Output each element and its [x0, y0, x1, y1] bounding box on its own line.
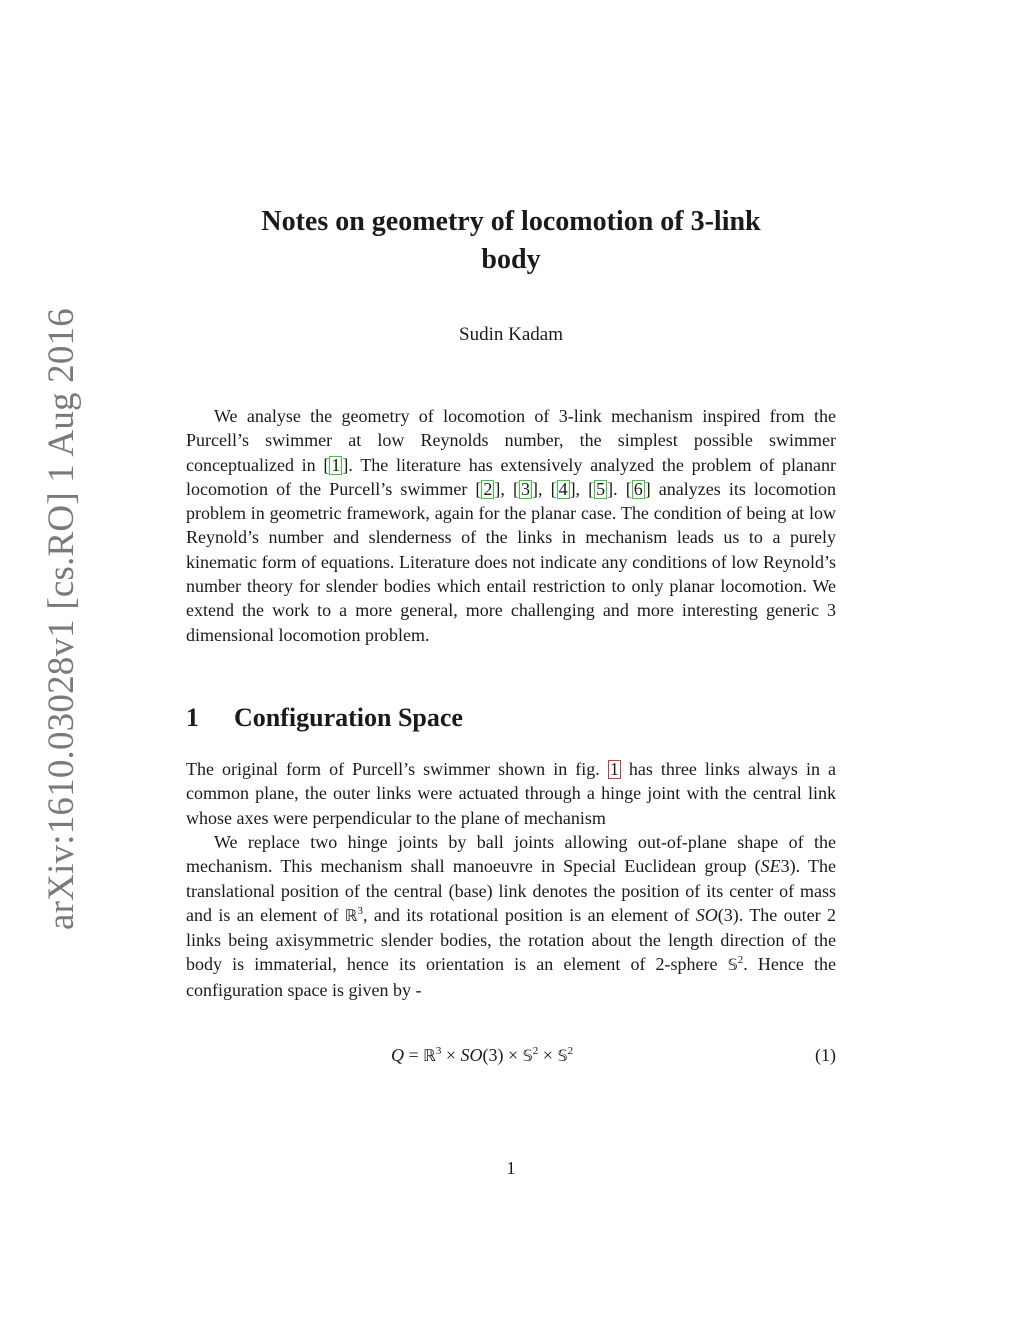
- citation-link-1[interactable]: 1: [331, 454, 341, 475]
- equation-so-argument: (3): [482, 1045, 504, 1065]
- paragraph-2: [186, 830, 836, 1002]
- equation-expression: [391, 1045, 573, 1066]
- equation-q: Q: [391, 1045, 404, 1065]
- section-title: Configuration Space: [234, 703, 463, 732]
- section-heading: [186, 703, 463, 733]
- paragraph-2-text-3: , and its rotational position is an element of: [362, 904, 696, 925]
- title-line-2: body: [481, 244, 541, 275]
- equation-times-3: ×: [538, 1045, 558, 1065]
- abstract-text-2: . The literature has extensively analyzed the problem of plananr locomotion of the Purcell’s swimmer: [186, 454, 836, 499]
- equation-equals: =: [404, 1045, 424, 1065]
- equation-sphere-symbol-1: 𝕊: [522, 1046, 533, 1065]
- citation-link-3[interactable]: 3: [520, 478, 530, 499]
- math-se-number: 3: [780, 856, 790, 877]
- abstract-text-3: analyzes its locomotion problem in geometric framework, again for the planar case. The condition of being at low Reynold’s number and slenderness of the links in mechanism leads us to a purely kinematic form of equations. Literature does not indicate any conditions of low Reynold’s number theory for slender bodies which entail restriction to only planar locomotion. We extend the work to a more general, more challenging and more interesting generic 3 dimensional locomotion problem.: [186, 478, 836, 645]
- page-number: 1: [506, 1158, 516, 1178]
- equation-sphere-exponent-2: 2: [567, 1045, 574, 1057]
- citation-link-2[interactable]: 2: [483, 478, 493, 499]
- author-name: Sudin Kadam: [459, 324, 563, 345]
- paragraph-2-text-5: . Hence the configuration space is given by -: [186, 954, 836, 1000]
- paragraph-2-text-2: ). The translational position of the central (base) link denotes the position of its center of mass and is an element of: [186, 856, 836, 925]
- citation-link-5[interactable]: 5: [596, 478, 606, 499]
- equation-reals-symbol: ℝ: [423, 1046, 436, 1065]
- equation-times-1: ×: [441, 1045, 461, 1065]
- equation-sphere-exponent-1: 2: [532, 1045, 539, 1057]
- equation-number: (1): [815, 1045, 836, 1065]
- math-se: SE: [760, 856, 781, 877]
- math-so: SO: [695, 904, 718, 925]
- equation-sphere-symbol-2: 𝕊: [557, 1046, 568, 1065]
- section-number: 1: [186, 703, 199, 732]
- equation-reals-exponent: 3: [435, 1045, 442, 1057]
- math-reals-symbol: ℝ: [344, 905, 358, 925]
- paragraph-1-text-2: has three links always in a common plane, the outer links were actuated through a hinge joint with the central link whose axes were perpendicular to the plane of mechanism: [186, 759, 837, 828]
- figure-reference-link[interactable]: 1: [609, 759, 619, 779]
- paragraph-1: [186, 757, 836, 830]
- citation-link-6[interactable]: 6: [633, 478, 643, 499]
- abstract: We analyse the geometry of locomotion of 3-link mechanism inspired from the Purcell’s swimmer at low Reynolds number, the simplest possible swimmer conceptualized in [ 1 ]. The literature has extensively analyzed the problem of plananr locomotion of the Purcell’s swimmer [ 2 ], [ 3 ], [ 4 ], [ 5 ]. [ 6 ] analyzes its locomotion problem in geometric framework, again for the planar case. The condition of being at low Reynold’s number and slenderness of the links in mechanism leads us to a purely kinematic form of equations. Literature does not indicate any conditions of low Reynold’s number theory for slender bodies which entail restriction to only planar locomotion. We extend the work to a more general, more challenging and more interesting generic 3 dimensional locomotion problem.: [186, 406, 836, 645]
- paragraph-2-text-4: . The outer 2 links being axisymmetric slender bodies, the rotation about the length direction of the body is immaterial, hence its orientation is an element of 2-sphere: [186, 904, 836, 975]
- abstract-text-1: We analyse the geometry of locomotion of 3-link mechanism inspired from the Purcell’s swimmer at low Reynolds number, the simplest possible swimmer conceptualized in: [186, 406, 836, 475]
- math-sphere-symbol: 𝕊: [727, 955, 738, 975]
- math-reals-exponent: 3: [357, 904, 363, 917]
- paragraph-1-text-1: The original form of Purcell’s swimmer shown in fig.: [186, 759, 608, 779]
- arxiv-identifier-stamp: arXiv:1610.03028v1 [cs.RO] 1 Aug 2016: [41, 308, 82, 930]
- title-line-1: Notes on geometry of locomotion of 3-link: [261, 206, 761, 237]
- paragraph-2-text-1: We replace two hinge joints by ball joints allowing out-of-plane shape of the mechanism. This mechanism shall manoeuvre in Special Euclidean group (: [186, 832, 836, 877]
- equation-so: SO: [460, 1045, 483, 1065]
- equation-times-2: ×: [503, 1045, 523, 1065]
- paper-title: [186, 203, 836, 279]
- math-sphere-exponent: 2: [737, 954, 744, 967]
- citation-link-4[interactable]: 4: [558, 478, 568, 499]
- math-so-argument: (3): [717, 904, 739, 925]
